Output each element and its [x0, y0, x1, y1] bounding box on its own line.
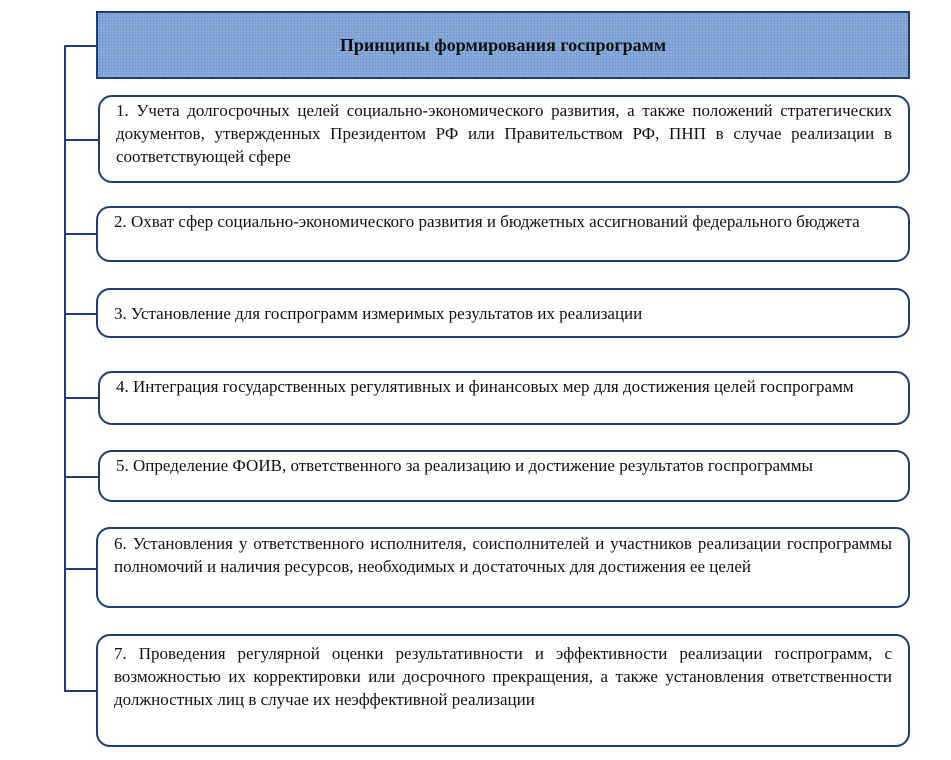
connector-header	[64, 45, 96, 47]
diagram-title: Принципы формирования госпрограмм	[96, 11, 910, 79]
connector-item-6	[64, 568, 96, 570]
principle-box-3: 3. Установление для госпрограмм измеримых результатов их реализации	[96, 288, 910, 338]
connector-item-5	[64, 476, 98, 478]
principle-box-1: 1. Учета долгосрочных целей социально-экономического развития, а также положений стратегических документов, утвержденных Президентом РФ или Правительством РФ, ПНП в случае реализации в соответствующей сфере	[98, 95, 910, 183]
connector-item-7	[64, 690, 96, 692]
connector-spine	[64, 45, 66, 692]
principle-box-4: 4. Интеграция государственных регулятивных и финансовых мер для достижения целей госпрограмм	[98, 371, 910, 425]
principle-box-7: 7. Проведения регулярной оценки результативности и эффективности реализации госпрограмм, с возможностью их корректировки или досрочного прекращения, а также установления ответственности должностных лиц в случае их неэффективной реализации	[96, 634, 910, 747]
principle-box-2: 2. Охват сфер социально-экономического развития и бюджетных ассигнований федерального бюджета	[96, 206, 910, 262]
connector-item-4	[64, 397, 98, 399]
connector-item-3	[64, 313, 96, 315]
connector-item-1	[64, 139, 98, 141]
connector-item-2	[64, 233, 96, 235]
principle-box-6: 6. Установления у ответственного исполнителя, соисполнителей и участников реализации госпрограммы полномочий и наличия ресурсов, необходимых и достаточных для достижения ее целей	[96, 527, 910, 608]
principle-box-5: 5. Определение ФОИВ, ответственного за реализацию и достижение результатов госпрограммы	[98, 450, 910, 502]
